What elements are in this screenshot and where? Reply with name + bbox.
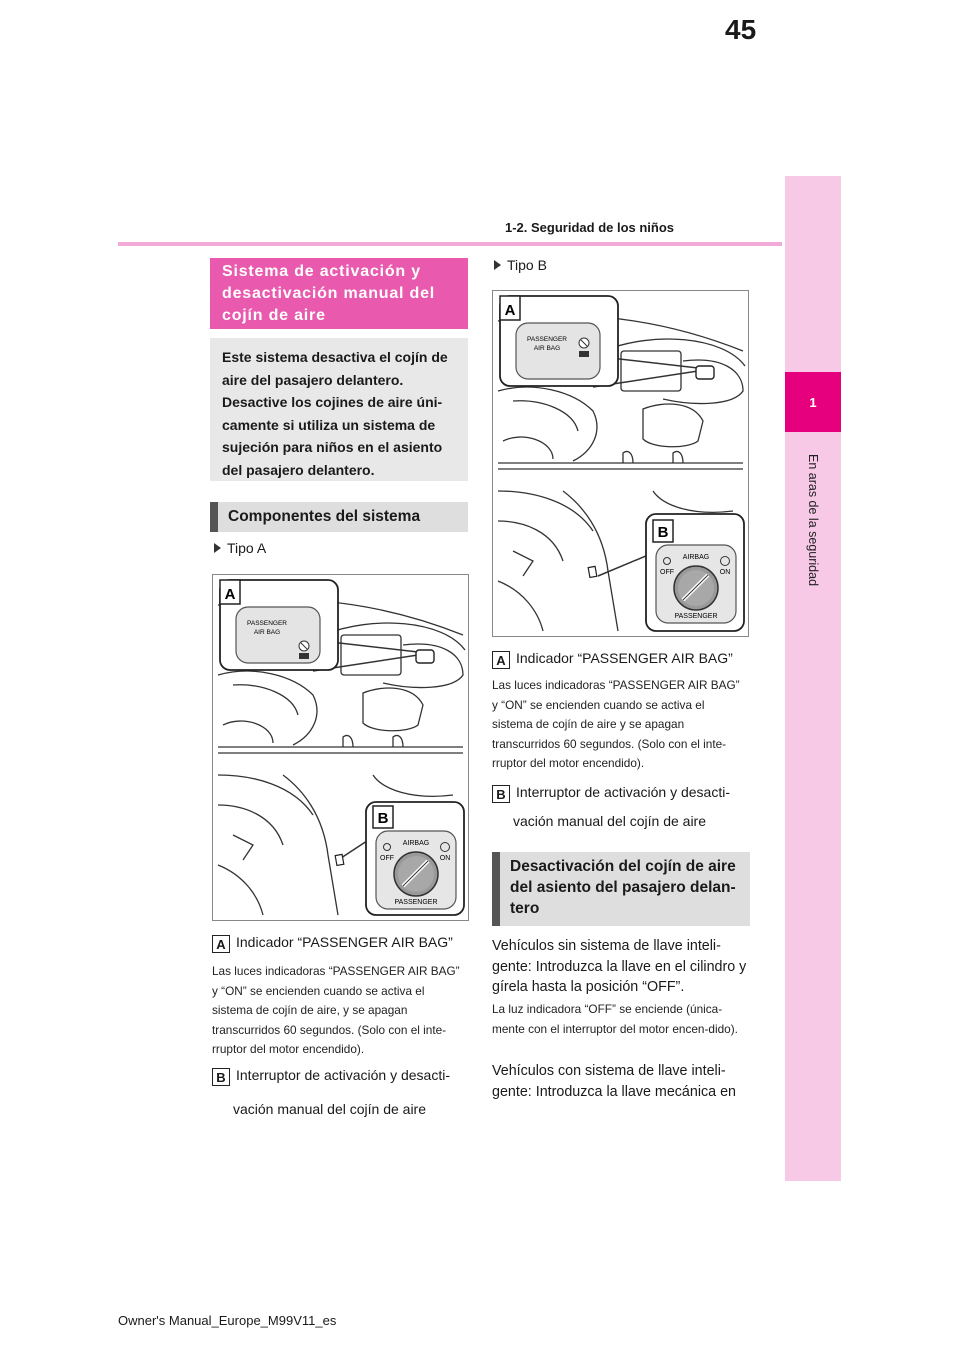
on-indicator-icon	[579, 351, 589, 357]
badge-a: A	[212, 935, 230, 953]
header-rule	[118, 242, 782, 246]
item-a-title-right: A Indicador “PASSENGER AIR BAG”	[492, 650, 733, 669]
section-title: Sistema de activación y desactivación manual del cojín de aire	[210, 258, 468, 329]
item-a-desc-right: Las luces indicadoras “PASSENGER AIR BAG” y “ON” se encienden cuando se activa el sistema de cojín de aire y se apagan transcurridos 60 segundos. (Solo con el inte-rruptor del motor encendido).	[492, 678, 740, 770]
callout-a-text: A	[504, 302, 516, 319]
item-a-desc-left: Las luces indicadoras “PASSENGER AIR BAG” y “ON” se encienden cuando se activa el sistema de cojín de aire, y se apagan transcurridos 60 segundos. (Solo con el inte-rruptor del motor encendido).	[212, 964, 460, 1056]
side-tab-label: En aras de la seguridad	[806, 453, 820, 587]
indicator-text-line2: AIR BAG	[253, 629, 281, 636]
indicator-text-line1: PASSENGER	[527, 336, 567, 343]
switch-label-bottom: PASSENGER	[394, 899, 438, 906]
on-indicator-icon	[299, 653, 309, 659]
indicator-text-line2: AIR BAG	[533, 345, 561, 352]
intro-box: Este sistema desactiva el cojín de aire del pasajero delantero. Desactive los cojines de aire úni-camente si utiliza un sistema de sujeción para niños en el asiento del pasajero delantero.	[210, 338, 468, 481]
switch-label-on: ON	[719, 569, 731, 576]
triangle-bullet-icon	[494, 260, 501, 270]
triangle-bullet-icon	[214, 543, 221, 553]
paragraph-no-smart-key: Vehículos sin sistema de llave inteli-gente: Introduzca la llave en el cilindro y gírela hasta la posición “OFF”.	[492, 938, 747, 995]
item-b-line2-right: vación manual del cojín de aire	[513, 813, 707, 829]
footer-text: Owner's Manual_Europe_M99V11_es	[118, 1313, 337, 1328]
item-a-title-left: A Indicador “PASSENGER AIR BAG”	[212, 934, 453, 953]
badge-a: A	[492, 651, 510, 669]
item-b-title-left: B Interruptor de activación y desacti-	[212, 1067, 450, 1086]
indicator-text-line1: PASSENGER	[247, 620, 287, 627]
switch-label-off: OFF	[660, 569, 674, 576]
switch-label-on: ON	[439, 855, 451, 862]
callout-a-text: A	[224, 586, 236, 603]
deactivation-heading: Desactivación del cojín de aire del asiento del pasajero delan-tero	[492, 852, 750, 926]
switch-label-top: AIRBAG	[682, 554, 710, 561]
switch-label-bottom: PASSENGER	[674, 613, 718, 620]
switch-label-top: AIRBAG	[402, 840, 430, 847]
page-number: 45	[725, 14, 757, 45]
figure-tipo-b	[492, 290, 749, 637]
paragraph-smart-key: Vehículos con sistema de llave inteli-gente: Introduzca la llave mecánica en	[492, 1063, 736, 1100]
dashboard-illustration	[213, 575, 468, 920]
side-tab	[785, 176, 841, 1181]
badge-b: B	[492, 785, 510, 803]
callout-b-text: B	[657, 524, 669, 541]
tipo-b-label: Tipo B	[494, 257, 547, 273]
item-b-title-right: B Interruptor de activación y desacti-	[492, 784, 730, 803]
switch-label-off: OFF	[380, 855, 394, 862]
paragraph-no-smart-key-note: La luz indicadora “OFF” se enciende (única-mente con el interruptor del motor encen-dido).	[492, 1002, 738, 1036]
components-heading: Componentes del sistema	[210, 502, 468, 532]
callout-b-text: B	[377, 810, 389, 827]
item-b-line2-left: vación manual del cojín de aire	[233, 1101, 427, 1117]
side-tab-number: 1	[785, 372, 841, 432]
figure-tipo-a	[212, 574, 469, 921]
badge-b: B	[212, 1068, 230, 1086]
dashboard-illustration-b	[493, 291, 748, 636]
chapter-title: 1-2. Seguridad de los niños	[505, 220, 675, 235]
tipo-a-label: Tipo A	[214, 540, 266, 556]
